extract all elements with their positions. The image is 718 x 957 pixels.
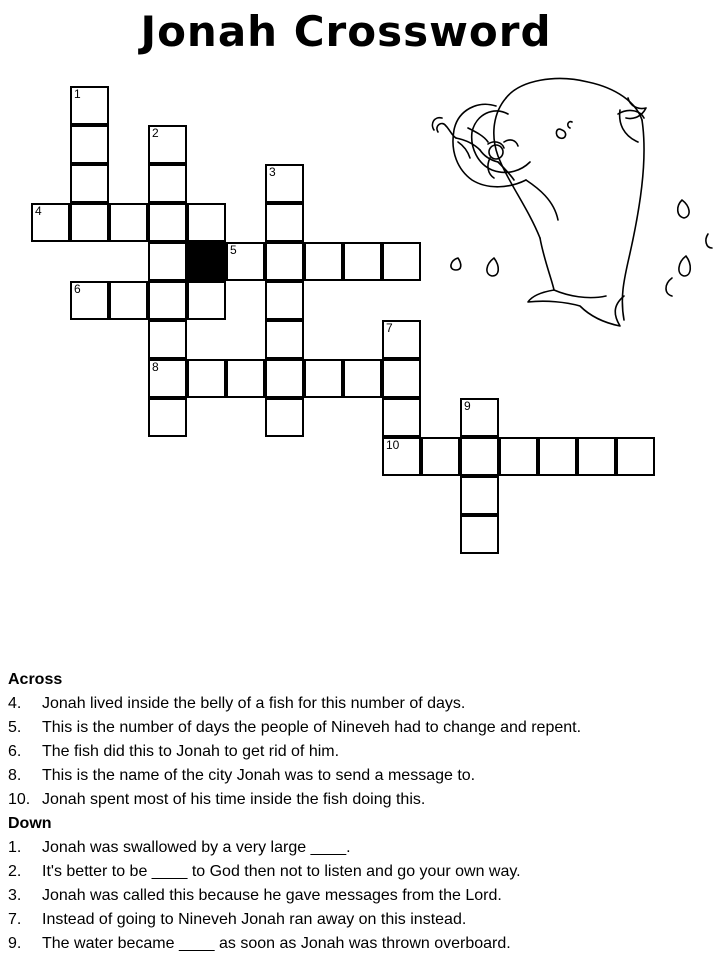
down-clue bbox=[8, 884, 718, 908]
crossword-cell[interactable] bbox=[109, 281, 148, 320]
crossword-cell[interactable] bbox=[382, 437, 421, 476]
crossword-cell[interactable] bbox=[499, 437, 538, 476]
crossword-cell[interactable] bbox=[616, 437, 655, 476]
crossword-cell[interactable] bbox=[460, 437, 499, 476]
down-heading: Down bbox=[8, 815, 52, 832]
clue-text: It's better to be ____ to God then not to listen and go your own way. bbox=[42, 863, 521, 880]
clue-text: Instead of going to Nineveh Jonah ran away on this instead. bbox=[42, 911, 467, 928]
crossword-cell[interactable] bbox=[70, 203, 109, 242]
clue-number: 8. bbox=[8, 767, 22, 784]
clue-number: 3. bbox=[8, 887, 22, 904]
crossword-cell[interactable] bbox=[382, 320, 421, 359]
crossword-cell[interactable] bbox=[265, 320, 304, 359]
across-clue bbox=[8, 692, 718, 716]
crossword-cell[interactable] bbox=[148, 203, 187, 242]
crossword-cell[interactable] bbox=[148, 281, 187, 320]
crossword-cell[interactable] bbox=[382, 242, 421, 281]
clues-section bbox=[8, 668, 718, 956]
crossword-cell[interactable] bbox=[70, 125, 109, 164]
cell-number: 9 bbox=[464, 399, 471, 413]
crossword-cell[interactable] bbox=[265, 203, 304, 242]
crossword-cell[interactable] bbox=[70, 164, 109, 203]
down-clue bbox=[8, 932, 718, 956]
crossword-cell[interactable] bbox=[343, 242, 382, 281]
clue-number: 10. bbox=[8, 791, 31, 808]
crossword-cell[interactable] bbox=[265, 281, 304, 320]
cell-number: 3 bbox=[269, 165, 276, 179]
clue-text: Jonah was called this because he gave messages from the Lord. bbox=[42, 887, 502, 904]
crossword-cell[interactable] bbox=[187, 281, 226, 320]
crossword-cell[interactable] bbox=[70, 281, 109, 320]
clue-text: Jonah was swallowed by a very large ____. bbox=[42, 839, 351, 856]
across-clue bbox=[8, 716, 718, 740]
cell-number: 5 bbox=[230, 243, 237, 257]
clue-text: The fish did this to Jonah to get rid of him. bbox=[42, 743, 340, 760]
cell-number: 1 bbox=[74, 87, 81, 101]
crossword-cell[interactable] bbox=[382, 398, 421, 437]
black-cell bbox=[187, 242, 226, 281]
crossword-cell[interactable] bbox=[265, 242, 304, 281]
crossword-cell[interactable] bbox=[460, 398, 499, 437]
clue-number: 7. bbox=[8, 911, 22, 928]
crossword-cell[interactable] bbox=[382, 359, 421, 398]
crossword-cell[interactable] bbox=[226, 242, 265, 281]
clue-text: This is the name of the city Jonah was to send a message to. bbox=[42, 767, 476, 784]
clue-number: 4. bbox=[8, 695, 22, 712]
clue-number: 1. bbox=[8, 839, 22, 856]
clue-number: 6. bbox=[8, 743, 22, 760]
crossword-cell[interactable] bbox=[265, 164, 304, 203]
across-clue bbox=[8, 788, 718, 812]
crossword-cell[interactable] bbox=[538, 437, 577, 476]
clue-text: This is the number of days the people of Nineveh had to change and repent. bbox=[42, 719, 582, 736]
crossword-cell[interactable] bbox=[265, 398, 304, 437]
crossword-cell[interactable] bbox=[148, 398, 187, 437]
cell-number: 2 bbox=[152, 126, 159, 140]
across-heading: Across bbox=[8, 671, 63, 688]
crossword-cell[interactable] bbox=[304, 359, 343, 398]
crossword-cell[interactable] bbox=[460, 476, 499, 515]
cell-number: 7 bbox=[386, 321, 393, 335]
down-clue bbox=[8, 836, 718, 860]
across-clue bbox=[8, 740, 718, 764]
crossword-cell[interactable] bbox=[187, 203, 226, 242]
crossword-cell[interactable] bbox=[226, 359, 265, 398]
crossword-cell[interactable] bbox=[148, 359, 187, 398]
clue-number: 2. bbox=[8, 863, 22, 880]
crossword-cell[interactable] bbox=[31, 203, 70, 242]
clue-text: Jonah spent most of his time inside the fish doing this. bbox=[42, 791, 426, 808]
crossword-cell[interactable] bbox=[421, 437, 460, 476]
cell-number: 10 bbox=[386, 438, 400, 452]
crossword-cell[interactable] bbox=[577, 437, 616, 476]
down-clue-list bbox=[8, 836, 718, 956]
crossword-cell[interactable] bbox=[187, 359, 226, 398]
clue-number: 9. bbox=[8, 935, 22, 952]
clue-text: The water became ____ as soon as Jonah was thrown overboard. bbox=[42, 935, 511, 952]
crossword-cell[interactable] bbox=[109, 203, 148, 242]
down-clue bbox=[8, 908, 718, 932]
page-title: Jonah Crossword bbox=[140, 7, 552, 56]
across-clue-list bbox=[8, 692, 718, 812]
across-clue bbox=[8, 764, 718, 788]
cell-number: 6 bbox=[74, 282, 81, 296]
crossword-cell[interactable] bbox=[148, 242, 187, 281]
cell-number: 4 bbox=[35, 204, 42, 218]
crossword-cell[interactable] bbox=[343, 359, 382, 398]
clue-text: Jonah lived inside the belly of a fish for this number of days. bbox=[42, 695, 466, 712]
cell-number: 8 bbox=[152, 360, 159, 374]
crossword-cell[interactable] bbox=[265, 359, 304, 398]
down-clue bbox=[8, 860, 718, 884]
clue-number: 5. bbox=[8, 719, 22, 736]
crossword-cell[interactable] bbox=[70, 86, 109, 125]
crossword-cell[interactable] bbox=[148, 164, 187, 203]
whale-illustration bbox=[428, 70, 718, 342]
crossword-cell[interactable] bbox=[148, 320, 187, 359]
crossword-cell[interactable] bbox=[148, 125, 187, 164]
crossword-cell[interactable] bbox=[460, 515, 499, 554]
crossword-cell[interactable] bbox=[304, 242, 343, 281]
